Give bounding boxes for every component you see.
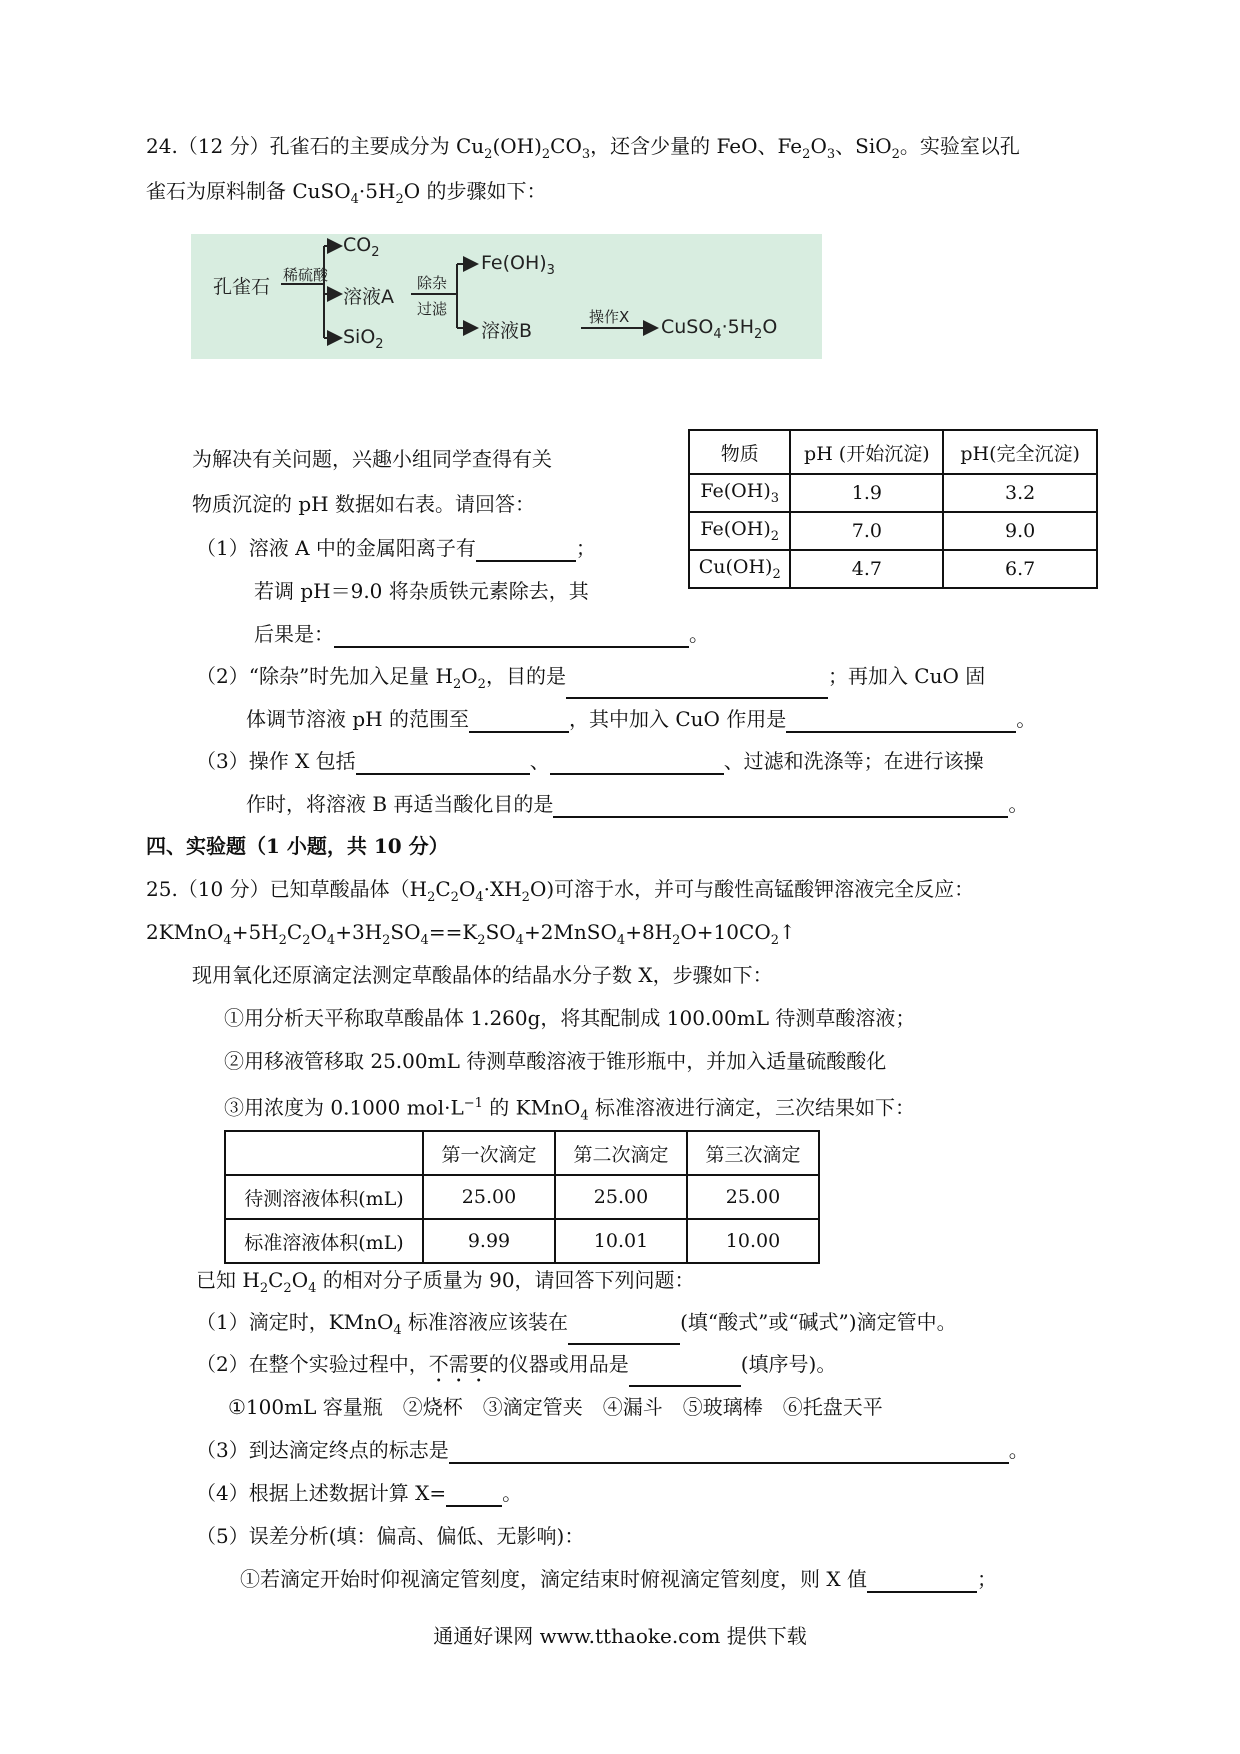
- flow-feoh3: $Fe(OH)_3$: [481, 252, 555, 278]
- answer-blank[interactable]: [629, 1363, 741, 1387]
- answer-blank[interactable]: [356, 751, 530, 775]
- q24-part3: （3）操作 X 包括 、 、过滤和洗涤等；在进行该操: [196, 749, 984, 773]
- answer-blank[interactable]: [786, 709, 1016, 733]
- q25-part5-1: ①若滴定开始时仰视滴定管刻度，滴定结束时俯视滴定管刻度，则 X 值 ；: [240, 1567, 997, 1591]
- titration-cell: 待测溶液体积(mL): [225, 1175, 423, 1219]
- flow-product: $CuSO_4\cdot 5H_2O$: [661, 316, 778, 342]
- q25-part1: （1）滴定时，KMnO$_4$ 标准溶液应该装在 (填“酸式”或“碱式”)滴定管中。: [196, 1308, 957, 1345]
- titration-cell: 10.00: [687, 1219, 819, 1263]
- ph-table-cell: 3.2: [943, 474, 1097, 512]
- q24-part1: （1）溶液 A 中的金属阳离子有 ；: [196, 536, 596, 560]
- process-flow-diagram: [191, 234, 822, 359]
- q25-step2: ②用移液管移取 25.00mL 待测草酸溶液于锥形瓶中，并加入适量硫酸酸化: [224, 1049, 887, 1073]
- ph-table-cell: 7.0: [790, 512, 943, 550]
- ph-table-header: pH (开始沉淀): [790, 430, 943, 474]
- titration-header: 第一次滴定: [423, 1131, 555, 1175]
- titration-header: 第二次滴定: [555, 1131, 687, 1175]
- q25-line1: 25.（10 分）已知草酸晶体$(H_2C_2O_4\cdot XH_2O)$可溶于水，并可与酸性高锰酸钾溶液完全反应：: [146, 877, 975, 905]
- flow-reagent: 稀硫酸: [283, 266, 329, 284]
- q24-part2-cont: 体调节溶液 pH 的范围至 ，其中加入 CuO 作用是 。: [246, 707, 1037, 731]
- q24-part1-cont: 若调 pH＝9.0 将杂质铁元素除去，其: [254, 579, 589, 603]
- q24-line2: 雀石为原料制备 $CuSO_4\cdot 5H_2O$ 的步骤如下：: [146, 179, 547, 207]
- flow-remove-label: 除杂: [417, 274, 448, 292]
- answer-blank[interactable]: [566, 675, 828, 699]
- answer-blank[interactable]: [449, 1440, 1009, 1464]
- answer-blank[interactable]: [469, 709, 569, 733]
- titration-cell: 25.00: [423, 1175, 555, 1219]
- answer-blank[interactable]: [550, 751, 724, 775]
- page-footer: 通通好课网 www.tthaoke.com 提供下载: [433, 1624, 807, 1648]
- titration-header: 第三次滴定: [687, 1131, 819, 1175]
- ph-table: [688, 429, 1098, 589]
- q24-line1: 24.（12 分）孔雀石的主要成分为 $Cu_2(OH)_2CO_3$，还含少量的 FeO、$Fe_2O_3$、SiO$_2$。实验室以孔: [146, 134, 1020, 162]
- flow-solution-b: 溶液B: [481, 320, 533, 342]
- answer-blank[interactable]: [568, 1321, 680, 1345]
- q25-step3: ③用浓度为 0.1000 $mol\cdot L^{-1}$ 的 KMnO$_4$ 标准溶液进行滴定，三次结果如下：: [224, 1095, 915, 1124]
- flow-solution-a: 溶液A: [343, 286, 394, 308]
- ph-table-header: 物质: [689, 430, 790, 474]
- q25-equation: $2KMnO_4+5H_2C_2O_4+3H_2SO_4==K_2SO_4+2MnSO_4+8H_2O+10CO_2↑$: [146, 920, 796, 948]
- q24-part2: （2）“除杂”时先加入足量 $H_2O_2$，目的是 ；再加入 CuO 固: [196, 662, 985, 699]
- ph-table-cell: 1.9: [790, 474, 943, 512]
- q24-intro2: 物质沉淀的 pH 数据如右表。请回答：: [192, 492, 535, 516]
- titration-header: [225, 1131, 423, 1175]
- q25-part4: （4）根据上述数据计算 X= 。: [196, 1481, 523, 1505]
- flow-sio2: SiO$_2$: [343, 326, 384, 352]
- ph-table-cell: 6.7: [943, 550, 1097, 588]
- q25-part5: （5）误差分析(填：偏高、偏低、无影响)：: [196, 1524, 585, 1548]
- answer-blank[interactable]: [476, 538, 576, 562]
- answer-blank[interactable]: [553, 794, 1008, 818]
- ph-table-cell: $Fe(OH)_2$: [689, 512, 790, 550]
- ph-table-cell: 4.7: [790, 550, 943, 588]
- q24-intro1: 为解决有关问题，兴趣小组同学查得有关: [192, 447, 552, 471]
- titration-table: [224, 1130, 820, 1264]
- q25-part3: （3）到达滴定终点的标志是 。: [196, 1438, 1029, 1462]
- q25-molar-mass: 已知 $H_2C_2O_4$ 的相对分子质量为 90，请回答下列问题：: [196, 1268, 695, 1296]
- flow-operation-x: 操作X: [589, 308, 630, 326]
- q25-step1: ①用分析天平称取草酸晶体 1.260g，将其配制成 100.00mL 待测草酸溶液；: [224, 1006, 916, 1030]
- answer-blank[interactable]: [334, 624, 689, 648]
- section-heading: 四、实验题（1 小题，共 10 分）: [146, 834, 449, 858]
- answer-blank[interactable]: [446, 1483, 502, 1507]
- titration-cell: 10.01: [555, 1219, 687, 1263]
- ph-table-cell: $Cu(OH)_2$: [689, 550, 790, 588]
- q24-part3-cont: 作时，将溶液 B 再适当酸化目的是 。: [246, 792, 1029, 816]
- titration-cell: 25.00: [687, 1175, 819, 1219]
- titration-cell: 25.00: [555, 1175, 687, 1219]
- flow-co2: $CO_2$: [343, 234, 380, 260]
- ph-table-header: pH(完全沉淀): [943, 430, 1097, 474]
- q24-part1-cont2: 后果是： 。: [254, 622, 709, 646]
- q25-options: ①100mL 容量瓶 ②烧杯 ③滴定管夹 ④漏斗 ⑤玻璃棒 ⑥托盘天平: [228, 1395, 883, 1419]
- titration-cell: 9.99: [423, 1219, 555, 1263]
- ph-table-cell: 9.0: [943, 512, 1097, 550]
- q25-part2: （2）在整个实验过程中，不需要的仪器或用品是 (填序号)。: [196, 1350, 836, 1387]
- answer-blank[interactable]: [867, 1569, 977, 1593]
- titration-cell: 标准溶液体积(mL): [225, 1219, 423, 1263]
- q25-line3: 现用氧化还原滴定法测定草酸晶体的结晶水分子数 X，步骤如下：: [192, 963, 773, 987]
- ph-table-cell: $Fe(OH)_3$: [689, 474, 790, 512]
- flow-start: 孔雀石: [213, 276, 271, 298]
- flow-filter-label: 过滤: [417, 300, 448, 318]
